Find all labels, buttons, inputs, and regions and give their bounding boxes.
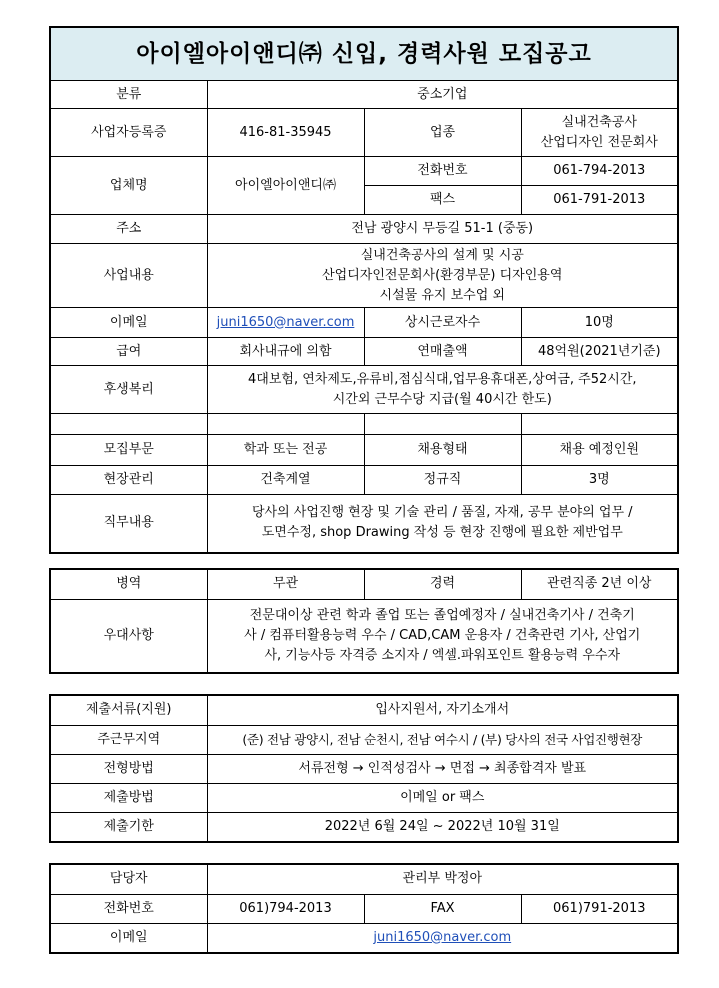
preference-label: 우대사항: [50, 599, 207, 673]
docs-value: 입사지원서, 자기소개서: [207, 695, 678, 725]
method-label: 제출방법: [50, 783, 207, 812]
career-value: 관련직종 2년 이상: [521, 569, 678, 599]
industry-label: 업종: [364, 109, 521, 157]
military-value: 무관: [207, 569, 364, 599]
company-value: 아이엘아이앤디㈜: [207, 157, 364, 215]
contact-phone-value: 061)794-2013: [207, 894, 364, 923]
spacer-cell: [50, 414, 207, 435]
biz-reg-label: 사업자등록증: [50, 109, 207, 157]
career-label: 경력: [364, 569, 521, 599]
employees-label: 상시근로자수: [364, 308, 521, 338]
address-value: 전남 광양시 무등길 51-1 (중동): [207, 215, 678, 244]
contact-table: [49, 863, 679, 954]
contact-person-label: 담당자: [50, 864, 207, 894]
fax-value: 061-791-2013: [521, 186, 678, 215]
category-label: 분류: [50, 81, 207, 109]
business-label: 사업내용: [50, 244, 207, 308]
contact-fax-label: FAX: [364, 894, 521, 923]
submission-table: [49, 694, 679, 843]
welfare-value: 4대보험, 연차제도,유류비,점심식대,업무용휴대폰,상여금, 주52시간, 시간외 근무수당 지급(월 40시간 한도): [207, 366, 678, 414]
method-value: 이메일 or 팩스: [207, 783, 678, 812]
contact-email-label: 이메일: [50, 923, 207, 953]
process-label: 전형방법: [50, 754, 207, 783]
salary-label: 급여: [50, 338, 207, 366]
spacer-cell: [207, 414, 364, 435]
email-link[interactable]: juni1650@naver.com: [216, 314, 355, 330]
recruit-dept: 현장관리: [50, 466, 207, 495]
deadline-value: 2022년 6월 24일 ~ 2022년 10월 31일: [207, 812, 678, 842]
employees-value: 10명: [521, 308, 678, 338]
welfare-label: 후생복리: [50, 366, 207, 414]
category-value: 중소기업: [207, 81, 678, 109]
process-value: 서류전형 → 인적성검사 → 면접 → 최종합격자 발표: [207, 754, 678, 783]
preference-value: 전문대이상 관련 학과 졸업 또는 졸업예정자 / 실내건축기사 / 건축기 사 / 컴퓨터활용능력 우수 / CAD,CAM 운용자 / 건축관련 기사, 산업기 사, 기능사등 자격증 소지자 / 엑셀.파워포인트 활용능력 우수자: [207, 599, 678, 673]
contact-phone-label: 전화번호: [50, 894, 207, 923]
contact-fax-value: 061)791-2013: [521, 894, 678, 923]
biz-reg-value: 416-81-35945: [207, 109, 364, 157]
recruit-type: 정규직: [364, 466, 521, 495]
recruit-major: 건축계열: [207, 466, 364, 495]
industry-value: 실내건축공사 산업디자인 전문회사: [521, 109, 678, 157]
recruit-header-count: 채용 예정인원: [521, 435, 678, 466]
salary-value: 회사내규에 의함: [207, 338, 364, 366]
address-label: 주소: [50, 215, 207, 244]
deadline-label: 제출기한: [50, 812, 207, 842]
location-value: (준) 전남 광양시, 전남 순천시, 전남 여수시 / (부) 당사의 전국 사업진행현장: [207, 725, 678, 754]
sales-value: 48억원(2021년기준): [521, 338, 678, 366]
duty-value: 당사의 사업진행 현장 및 기술 관리 / 품질, 자재, 공무 분야의 업무 / 도면수정, shop Drawing 작성 등 현장 진행에 필요한 제반업무: [207, 495, 678, 553]
location-label: 주근무지역: [50, 725, 207, 754]
recruit-header-major: 학과 또는 전공: [207, 435, 364, 466]
recruit-header-type: 채용형태: [364, 435, 521, 466]
company-info-table: [49, 26, 679, 554]
recruit-count: 3명: [521, 466, 678, 495]
company-label: 업체명: [50, 157, 207, 215]
contact-person-value: 관리부 박정아: [207, 864, 678, 894]
page-title: 아이엘아이앤디㈜ 신입, 경력사원 모집공고: [50, 27, 678, 81]
email-cell: [207, 308, 364, 338]
business-value: 실내건축공사의 설계 및 시공 산업디자인전문회사(환경부문) 디자인용역 시설물 유지 보수업 외: [207, 244, 678, 308]
recruit-header-dept: 모집부문: [50, 435, 207, 466]
duty-label: 직무내용: [50, 495, 207, 553]
email-label: 이메일: [50, 308, 207, 338]
requirements-table: [49, 568, 679, 674]
contact-email-link[interactable]: juni1650@naver.com: [373, 929, 512, 945]
phone-label: 전화번호: [364, 157, 521, 186]
contact-email-cell: [207, 923, 678, 953]
phone-value: 061-794-2013: [521, 157, 678, 186]
sales-label: 연매출액: [364, 338, 521, 366]
docs-label: 제출서류(지원): [50, 695, 207, 725]
military-label: 병역: [50, 569, 207, 599]
fax-label: 팩스: [364, 186, 521, 215]
spacer-cell: [521, 414, 678, 435]
spacer-cell: [364, 414, 521, 435]
